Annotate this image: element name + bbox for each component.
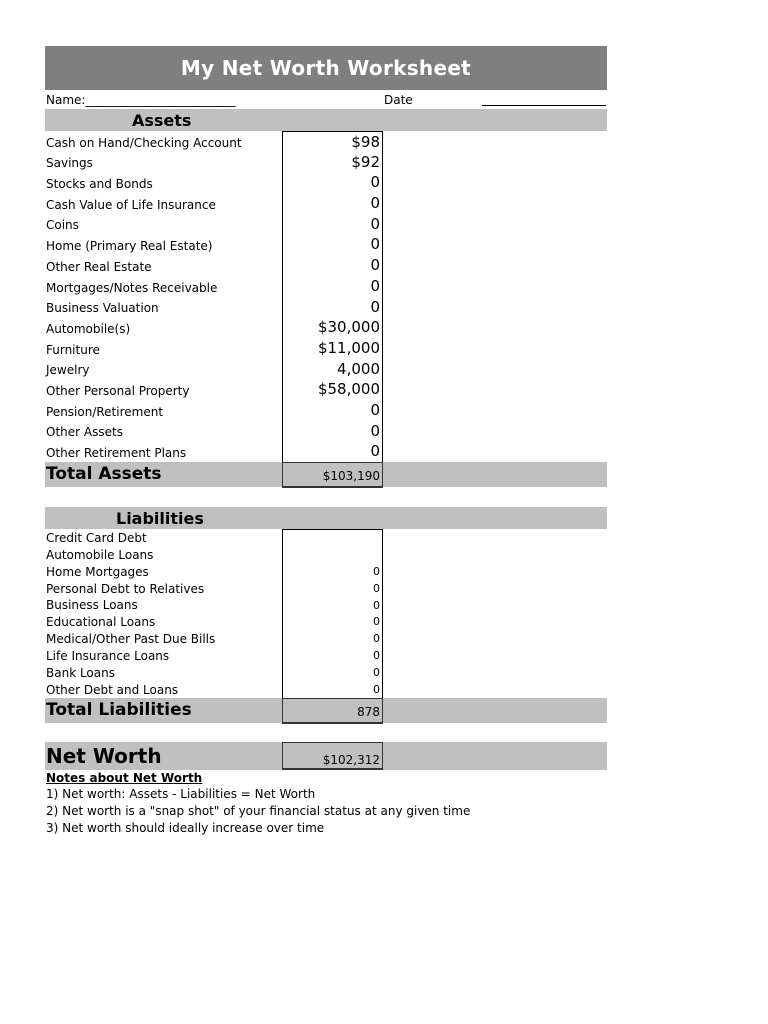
total-liabilities-label: Total Liabilities (46, 699, 192, 720)
asset-label: Mortgages/Notes Receivable (46, 280, 218, 295)
net-worth-value: $102,312 (282, 742, 383, 770)
liability-value-cell[interactable]: 0 (282, 647, 383, 665)
liability-value-cell[interactable]: 0 (282, 613, 383, 631)
asset-row (45, 317, 607, 338)
asset-label: Home (Primary Real Estate) (46, 239, 213, 254)
asset-label: Cash on Hand/Checking Account (46, 135, 242, 150)
asset-value-cell[interactable]: 0 (282, 193, 383, 215)
asset-label: Savings (46, 156, 93, 171)
liability-row (45, 546, 607, 563)
net-worth-row (45, 742, 607, 770)
liability-label: Bank Loans (46, 666, 115, 681)
net-worth-label: Net Worth (46, 743, 162, 768)
liability-value-cell[interactable]: 0 (282, 580, 383, 598)
asset-row (45, 193, 607, 214)
asset-row (45, 255, 607, 276)
liability-label: Credit Card Debt (46, 530, 147, 545)
asset-label: Jewelry (46, 363, 90, 378)
note-line: 3) Net worth should ideally increase over time (46, 820, 325, 835)
asset-value-cell[interactable]: 0 (282, 234, 383, 256)
date-field[interactable] (482, 105, 606, 106)
total-assets-value: $103,190 (282, 462, 383, 488)
liability-label: Personal Debt to Relatives (46, 581, 205, 596)
asset-row (45, 234, 607, 255)
liability-label: Automobile Loans (46, 547, 154, 562)
asset-row (45, 152, 607, 173)
liability-label: Educational Loans (46, 615, 156, 630)
asset-value-cell[interactable]: $98 (282, 131, 383, 153)
liabilities-header (45, 507, 607, 529)
asset-value-cell[interactable]: $30,000 (282, 317, 383, 339)
liability-value-cell[interactable] (282, 546, 383, 564)
asset-row (45, 276, 607, 297)
asset-row (45, 379, 607, 400)
total-liabilities-row (45, 698, 607, 723)
liabilities-list (45, 529, 607, 698)
asset-row (45, 441, 607, 462)
asset-label: Business Valuation (46, 301, 159, 316)
assets-header-label: Assets (132, 110, 192, 130)
asset-label: Automobile(s) (46, 321, 131, 336)
liability-label: Home Mortgages (46, 564, 149, 579)
net-worth-worksheet (45, 46, 607, 837)
total-assets-label: Total Assets (46, 464, 162, 484)
asset-value-cell[interactable]: 0 (282, 172, 383, 194)
asset-value-cell[interactable]: $11,000 (282, 338, 383, 360)
liability-value-cell[interactable]: 0 (282, 664, 383, 682)
asset-row (45, 400, 607, 421)
asset-label: Other Retirement Plans (46, 446, 187, 460)
liability-row (45, 597, 607, 614)
asset-value-cell[interactable]: 0 (282, 214, 383, 236)
liability-row (45, 664, 607, 681)
asset-label: Furniture (46, 342, 100, 357)
asset-value-cell[interactable]: 0 (282, 297, 383, 319)
liability-label: Other Debt and Loans (46, 682, 179, 697)
asset-value-cell[interactable]: 0 (282, 400, 383, 422)
asset-row (45, 421, 607, 442)
date-label: Date (384, 93, 413, 107)
liability-row (45, 630, 607, 647)
asset-value-cell[interactable]: $92 (282, 152, 383, 174)
asset-value-cell[interactable]: $58,000 (282, 379, 383, 401)
asset-row (45, 297, 607, 318)
asset-row (45, 172, 607, 193)
assets-header (45, 109, 607, 131)
name-date-row (45, 90, 607, 109)
asset-row (45, 131, 607, 152)
note-line: 1) Net worth: Assets - Liabilities = Net Worth (46, 786, 316, 801)
liability-value-cell[interactable]: 0 (282, 681, 383, 699)
liability-row (45, 580, 607, 597)
liability-label: Life Insurance Loans (46, 649, 170, 664)
liability-row (45, 681, 607, 698)
notes-heading: Notes about Net Worth (46, 770, 203, 785)
asset-row (45, 214, 607, 235)
total-liabilities-value: 878 (282, 698, 383, 724)
asset-value-cell[interactable]: 0 (282, 421, 383, 443)
asset-label: Other Assets (46, 425, 123, 440)
liability-value-cell[interactable]: 0 (282, 563, 383, 581)
notes-section (45, 771, 607, 837)
liability-row (45, 563, 607, 580)
liability-value-cell[interactable]: 0 (282, 597, 383, 615)
asset-row (45, 338, 607, 359)
liability-value-cell[interactable]: 0 (282, 630, 383, 648)
liability-row (45, 613, 607, 630)
total-assets-row (45, 462, 607, 487)
liabilities-header-label: Liabilities (116, 508, 204, 528)
liability-row (45, 647, 607, 664)
asset-label: Other Real Estate (46, 259, 152, 274)
asset-label: Coins (46, 218, 79, 233)
liability-row (45, 529, 607, 546)
liability-value-cell[interactable] (282, 529, 383, 547)
liability-label: Business Loans (46, 598, 138, 613)
asset-row (45, 359, 607, 380)
asset-label: Cash Value of Life Insurance (46, 197, 216, 212)
note-line: 2) Net worth is a "snap shot" of your financial status at any given time (46, 803, 471, 818)
asset-value-cell[interactable]: 0 (282, 255, 383, 277)
name-field[interactable]: Name:_________________________ (46, 93, 236, 107)
assets-list (45, 131, 607, 462)
asset-value-cell[interactable]: 0 (282, 276, 383, 298)
liability-label: Medical/Other Past Due Bills (46, 632, 216, 647)
worksheet-title: My Net Worth Worksheet (45, 46, 607, 90)
asset-value-cell[interactable]: 0 (282, 441, 383, 463)
asset-label: Stocks and Bonds (46, 177, 153, 192)
asset-value-cell[interactable]: 4,000 (282, 359, 383, 381)
asset-label: Other Personal Property (46, 383, 190, 398)
asset-label: Pension/Retirement (46, 404, 164, 419)
